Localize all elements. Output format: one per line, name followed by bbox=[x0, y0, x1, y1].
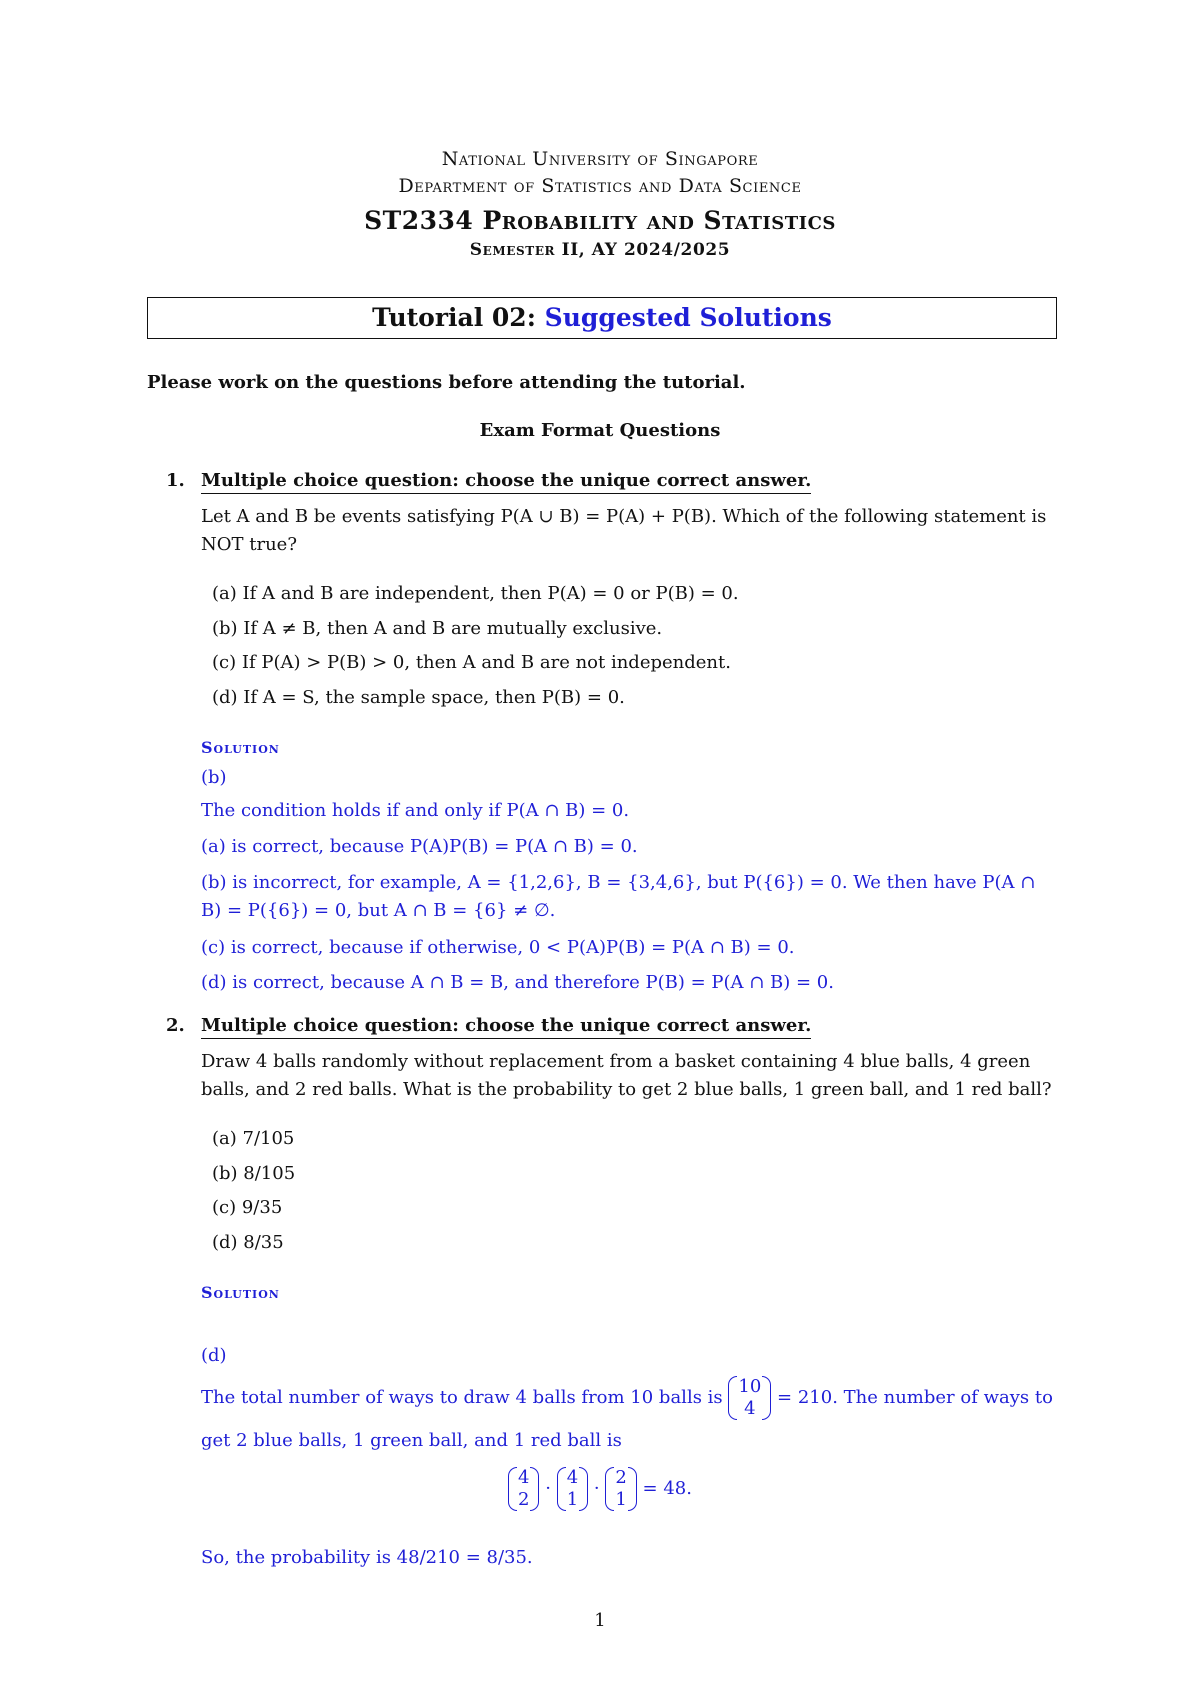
q2-binom-product bbox=[0, 1467, 1200, 1511]
binom-bottom: 1 bbox=[615, 1489, 627, 1510]
binom-top: 4 bbox=[566, 1467, 579, 1488]
university-name: National University of Singapore bbox=[441, 148, 759, 170]
q1-option-d: (d) If A = S, the sample space, then P(B) = 0. bbox=[212, 687, 625, 708]
binom-top: 10 bbox=[738, 1376, 762, 1397]
course-title: ST2334 Probability and Statistics bbox=[364, 206, 836, 235]
q1-number: 1. bbox=[166, 470, 185, 491]
q1-solution-line: (a) is correct, because P(A)P(B) = P(A ∩ B) = 0. bbox=[201, 836, 638, 857]
binom-top: 2 bbox=[615, 1467, 627, 1488]
q1-heading: Multiple choice question: choose the unique correct answer. bbox=[201, 470, 811, 494]
q2-final-answer: So, the probability is 48/210 = 8/35. bbox=[201, 1547, 533, 1568]
q1-solution-line: (d) is correct, because A ∩ B = B, and therefore P(B) = P(A ∩ B) = 0. bbox=[201, 972, 834, 993]
binomial-2-1 bbox=[605, 1467, 636, 1511]
q1-solution-answer: (b) bbox=[201, 767, 227, 788]
binom-bottom: 1 bbox=[566, 1489, 579, 1510]
q1-option-b: (b) If A ≠ B, then A and B are mutually exclusive. bbox=[212, 618, 663, 639]
q2-text: Draw 4 balls randomly without replacement from a basket containing 4 blue balls, 4 green balls, and 2 red balls. What is the probability to get 2 blue balls, 1 green ball, and 1 red ball? bbox=[201, 1051, 1052, 1100]
q2-ways-line: get 2 blue balls, 1 green ball, and 1 red ball is bbox=[201, 1430, 622, 1451]
binomial-10-4 bbox=[728, 1376, 771, 1420]
q1-option-a: (a) If A and B are independent, then P(A) = 0 or P(B) = 0. bbox=[212, 583, 739, 604]
q2-option-a: (a) 7/105 bbox=[212, 1128, 295, 1149]
binomial-4-2 bbox=[508, 1467, 539, 1511]
times-dot: · bbox=[545, 1478, 551, 1499]
q2-total-ways-line bbox=[201, 1372, 1061, 1424]
product-result: = 48. bbox=[642, 1478, 692, 1499]
binom-bottom: 2 bbox=[518, 1489, 530, 1510]
tutorial-title-box bbox=[147, 297, 1057, 339]
binom-bottom: 4 bbox=[744, 1398, 756, 1419]
section-heading: Exam Format Questions bbox=[479, 420, 721, 441]
q2-solution-answer: (d) bbox=[201, 1345, 227, 1366]
q2-total-post: = 210. The number of ways to bbox=[777, 1387, 1053, 1408]
q2-option-d: (d) 8/35 bbox=[212, 1232, 284, 1253]
q1-heading-text: Multiple choice question: choose the unique correct answer bbox=[201, 470, 806, 491]
tutorial-title-highlight: Suggested Solutions bbox=[544, 303, 832, 332]
q1-solution-line: (c) is correct, because if otherwise, 0 < P(A)P(B) = P(A ∩ B) = 0. bbox=[201, 937, 795, 958]
binomial-4-1 bbox=[557, 1467, 588, 1511]
times-dot: · bbox=[593, 1478, 600, 1499]
q1-text: Let A and B be events satisfying P(A ∪ B) = P(A) + P(B). Which of the following statement is NOT true? bbox=[201, 506, 1047, 555]
q2-heading-text: Multiple choice question: choose the unique correct answer bbox=[201, 1015, 806, 1036]
q2-option-b: (b) 8/105 bbox=[212, 1163, 296, 1184]
intro-text: Please work on the questions before attending the tutorial. bbox=[147, 372, 746, 393]
q2-total-pre: The total number of ways to draw 4 balls from 10 balls is bbox=[201, 1387, 723, 1408]
binom-top: 4 bbox=[518, 1467, 530, 1488]
q2-option-c: (c) 9/35 bbox=[212, 1197, 283, 1218]
q2-solution-label: Solution bbox=[201, 1283, 280, 1302]
q1-solution-line: (b) is incorrect, for example, A = {1,2,6}, B = {3,4,6}, but P({6}) = 0. We then have P(A ∩ B) = P({6}) = 0, but A ∩ B = {6} ≠ ∅. bbox=[201, 872, 1036, 921]
q1-option-c: (c) If P(A) > P(B) > 0, then A and B are not independent. bbox=[212, 652, 731, 673]
q1-solution-label: Solution bbox=[201, 738, 280, 757]
q2-number: 2. bbox=[166, 1015, 185, 1036]
q1-solution-line: The condition holds if and only if P(A ∩ B) = 0. bbox=[201, 800, 630, 821]
page-number: 1 bbox=[594, 1610, 606, 1631]
department-name: Department of Statistics and Data Science bbox=[398, 175, 802, 197]
q2-heading: Multiple choice question: choose the unique correct answer. bbox=[201, 1015, 811, 1039]
tutorial-title-prefix: Tutorial 02: bbox=[372, 303, 536, 332]
semester-label: Semester II, AY 2024/2025 bbox=[469, 240, 731, 260]
